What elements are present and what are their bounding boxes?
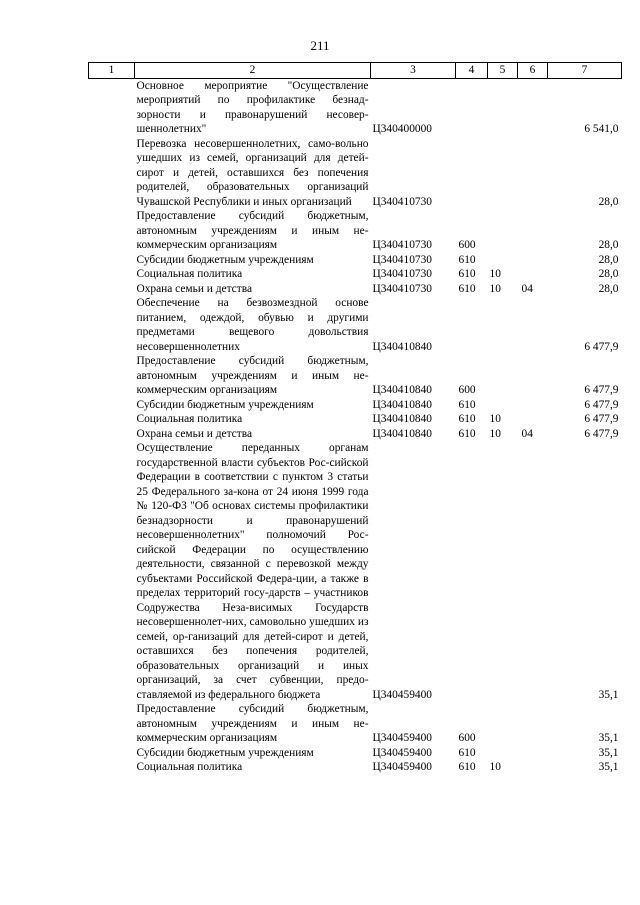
row-vr (456, 296, 488, 354)
row-code: Ц340410840 (372, 427, 432, 440)
cell-empty (89, 253, 135, 268)
column-header-3: 3 (371, 63, 456, 79)
cell-empty (89, 209, 135, 253)
row-rz (488, 209, 518, 253)
row-rz (488, 78, 518, 137)
row-name: Охрана семьи и детства (136, 427, 252, 440)
row-name: Предоставление субсидий бюджетным, автономным учреждениям и иным не-коммерческим организациям (136, 210, 369, 251)
row-name: Перевозка несовершеннолетних, само-вольно ушедших из семей, организаций для детей-сирот и детей, оставшихся без попечения родителей, образовательных организаций Чувашской Республики и иных организаций (136, 137, 369, 208)
row-code: Ц340410840 (372, 398, 432, 411)
row-code: Ц340400000 (372, 123, 432, 135)
row-code: Ц340459400 (372, 688, 432, 701)
row-vr: 600 (458, 239, 476, 251)
table-row (89, 137, 622, 210)
row-rz (488, 354, 518, 398)
column-header-2: 2 (135, 63, 371, 79)
row-code: Ц340410840 (372, 384, 432, 396)
row-name: Охрана семьи и детства (136, 282, 252, 295)
column-header-6: 6 (518, 63, 548, 79)
row-name: Предоставление субсидий бюджетным, автономным учреждениям и иным не-коммерческим организациям (136, 703, 369, 744)
row-name: Социальная политика (136, 413, 243, 425)
table-row (89, 398, 622, 413)
row-vr: 610 (458, 282, 476, 295)
cell-empty (89, 354, 135, 398)
row-pr (518, 412, 548, 427)
row-vr: 610 (458, 761, 476, 773)
cell-empty (89, 267, 135, 282)
row-vr: 610 (458, 253, 476, 266)
row-vr (456, 441, 488, 702)
table-row (89, 760, 622, 775)
table-row (89, 354, 622, 398)
table-row (89, 702, 622, 746)
table-row (89, 282, 622, 297)
row-name: Субсидии бюджетным учреждениям (136, 398, 314, 411)
cell-empty (89, 398, 135, 413)
row-pr (518, 253, 548, 268)
row-vr: 610 (458, 746, 476, 759)
row-pr (518, 209, 548, 253)
row-amount: 28,0 (598, 268, 619, 280)
row-rz (488, 702, 518, 746)
row-rz: 10 (489, 282, 501, 295)
table-row (89, 427, 622, 442)
row-rz (488, 253, 518, 268)
row-pr: 04 (521, 282, 533, 295)
column-header-4: 4 (456, 63, 488, 79)
row-vr: 600 (458, 384, 476, 396)
cell-empty (89, 427, 135, 442)
column-header-7: 7 (548, 63, 622, 79)
budget-table (88, 62, 622, 775)
row-amount: 6 477,9 (584, 413, 619, 425)
table-row (89, 746, 622, 761)
row-pr (518, 398, 548, 413)
row-pr (518, 746, 548, 761)
cell-empty (89, 296, 135, 354)
cell-empty (89, 78, 135, 137)
table-header (89, 63, 622, 79)
row-code: Ц340410840 (372, 413, 432, 425)
row-amount: 28,0 (598, 195, 619, 208)
row-rz (488, 441, 518, 702)
row-amount: 6 477,9 (584, 398, 619, 411)
row-rz: 10 (489, 761, 501, 773)
row-code: Ц340410730 (372, 195, 432, 208)
row-pr (518, 441, 548, 702)
table-body (89, 78, 622, 775)
row-pr (518, 78, 548, 137)
row-code: Ц340410730 (372, 239, 432, 251)
row-vr: 610 (458, 413, 476, 425)
cell-empty (89, 760, 135, 775)
cell-empty (89, 746, 135, 761)
row-rz: 10 (489, 268, 501, 280)
row-vr (456, 137, 488, 210)
page-number: 211 (310, 38, 330, 53)
column-header-1: 1 (89, 63, 135, 79)
cell-empty (89, 412, 135, 427)
table-row (89, 412, 622, 427)
row-name: Субсидии бюджетным учреждениям (136, 746, 314, 759)
row-vr: 600 (458, 732, 476, 744)
row-name: Осуществление переданных органам государственной власти субъектов Рос-сийской Федерации в соответствии с пунктом 3 статьи 25 Федерального за-кона от 24 июня 1999 года № 120-ФЗ "Об основах системы профилактики безнадзорности и правонарушений несовершеннолетних" полномочий Рос-сийской Федерации по осуществлению деятельности, связанной с перевозкой между субъектами Российской Федера-ции, а также в пределах территорий госу-дарств – участников Содружества Неза-висимых Государств несовершеннолет-них, самовольно ушедших из семей, ор-ганизаций для детей-сирот и детей, оставшихся без попечения родителей, образовательных организаций и иных организаций, за счет субвенции, предо-ставляемой из федерального бюджета (136, 442, 369, 701)
row-code: Ц340410730 (372, 268, 432, 280)
row-amount: 6 541,0 (584, 123, 619, 135)
row-code: Ц340410730 (372, 253, 432, 266)
row-amount: 28,0 (598, 253, 619, 266)
row-name: Субсидии бюджетным учреждениям (136, 253, 314, 266)
table-row (89, 209, 622, 253)
row-vr: 610 (458, 398, 476, 411)
row-pr (518, 296, 548, 354)
header-row (89, 63, 622, 79)
row-name: Социальная политика (136, 761, 243, 773)
row-amount: 28,0 (598, 282, 619, 295)
cell-empty (89, 441, 135, 702)
row-amount: 35,1 (598, 732, 619, 744)
row-rz (488, 746, 518, 761)
row-rz: 10 (489, 427, 501, 440)
row-pr (518, 267, 548, 282)
row-rz (488, 296, 518, 354)
table-row (89, 253, 622, 268)
row-name: Социальная политика (136, 268, 243, 280)
row-amount: 6 477,9 (584, 340, 619, 353)
row-code: Ц340459400 (372, 732, 432, 744)
row-amount: 35,1 (598, 746, 619, 759)
row-amount: 6 477,9 (584, 384, 619, 396)
row-rz: 10 (489, 413, 501, 425)
table-row (89, 78, 622, 137)
row-amount: 35,1 (598, 761, 619, 773)
row-name: Обеспечение на безвозмездной основе питанием, одеждой, обувью и другими предметами вещевого довольствия несовершеннолетних (136, 297, 369, 353)
table-row (89, 296, 622, 354)
column-header-5: 5 (488, 63, 518, 79)
row-code: Ц340410730 (372, 282, 432, 295)
row-code: Ц340410840 (372, 340, 432, 353)
cell-empty (89, 702, 135, 746)
row-pr (518, 702, 548, 746)
row-code: Ц340459400 (372, 761, 432, 773)
row-name: Предоставление субсидий бюджетным, автономным учреждениям и иным не-коммерческим организациям (136, 355, 369, 396)
row-amount: 6 477,9 (584, 427, 619, 440)
cell-empty (89, 137, 135, 210)
table-row (89, 441, 622, 702)
row-pr (518, 137, 548, 210)
row-code: Ц340459400 (372, 746, 432, 759)
cell-empty (89, 282, 135, 297)
row-vr: 610 (458, 268, 476, 280)
row-pr (518, 760, 548, 775)
table-row (89, 267, 622, 282)
row-vr (456, 78, 488, 137)
row-name: Основное мероприятие "Осуществление мероприятий по профилактике безнад-зорности и правонарушений несовер-шеннолетних" (136, 79, 369, 135)
row-rz (488, 398, 518, 413)
row-rz (488, 137, 518, 210)
row-amount: 35,1 (598, 688, 619, 701)
row-amount: 28,0 (598, 239, 619, 251)
row-vr: 610 (458, 427, 476, 440)
row-pr: 04 (521, 427, 533, 440)
row-pr (518, 354, 548, 398)
